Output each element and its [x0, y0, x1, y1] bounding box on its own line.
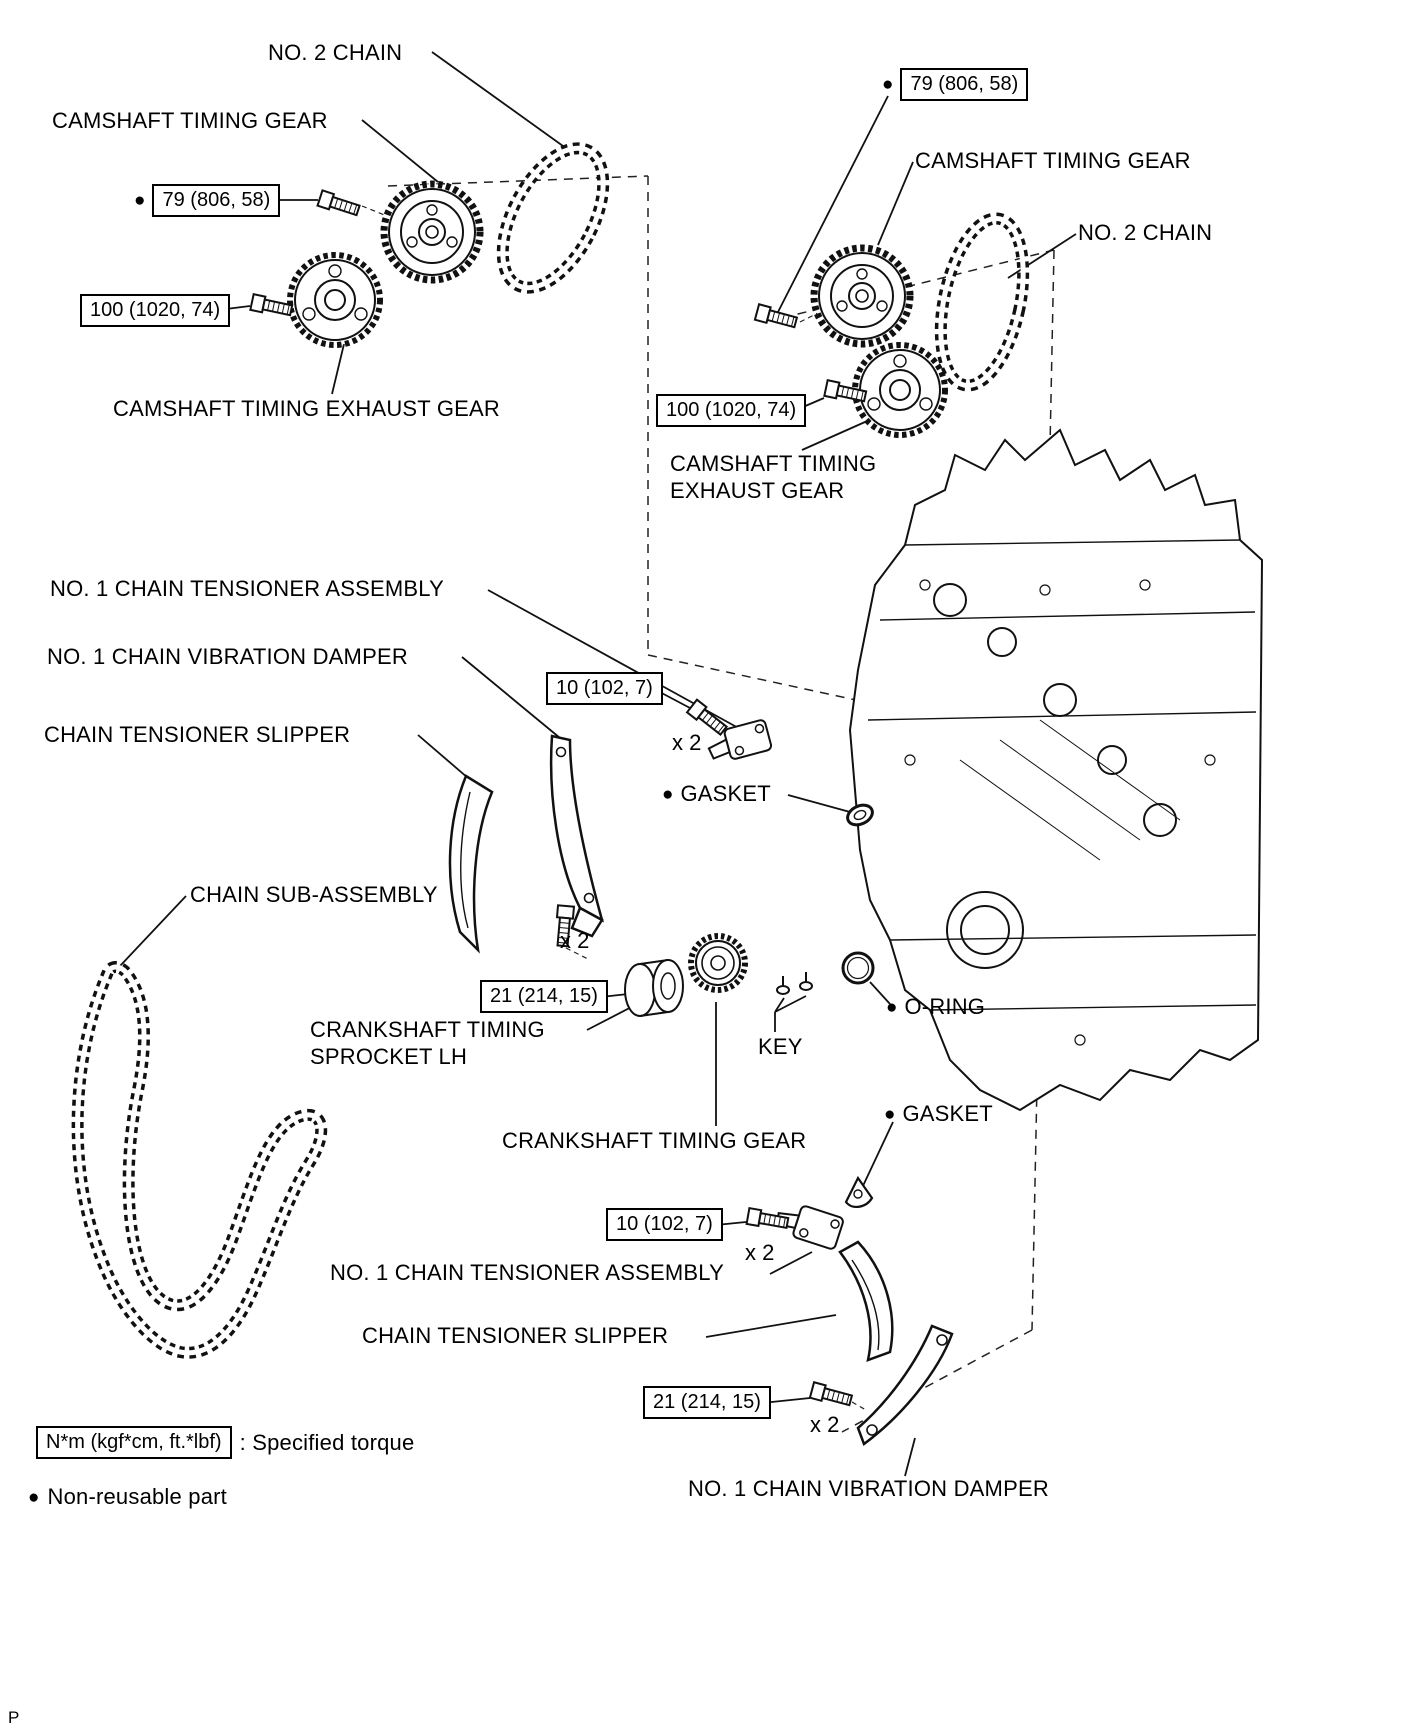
- label-o-ring: [886, 994, 985, 1020]
- label-no1-chain-tensioner-assembly-bottom: NO. 1 CHAIN TENSIONER ASSEMBLY: [330, 1260, 724, 1285]
- non-reusable-icon: ●: [134, 190, 146, 211]
- chain-tensioner-slipper-art-top: [450, 776, 492, 950]
- label-chain-sub-assembly: CHAIN SUB-ASSEMBLY: [190, 882, 438, 907]
- o-ring-text: O-RING: [904, 994, 986, 1019]
- crankshaft-timing-gear-art: [691, 936, 745, 990]
- torque-value-21: 21 (214, 15): [480, 980, 608, 1013]
- label-crankshaft-timing-sprocket-lh: [310, 1016, 545, 1070]
- label-gasket-bottom: [884, 1101, 993, 1127]
- label-camshaft-timing-gear-left: CAMSHAFT TIMING GEAR: [52, 108, 328, 133]
- page-marker: P: [8, 1708, 20, 1727]
- torque-callout-10-bottom: [606, 1208, 723, 1241]
- torque-value-100: 100 (1020, 74): [656, 394, 806, 427]
- quantity-x2: x 2: [745, 1240, 775, 1265]
- camshaft-timing-gear-art-left: [384, 184, 480, 280]
- gasket-art-bottom: [846, 1178, 872, 1207]
- label-line: CAMSHAFT TIMING: [670, 451, 877, 476]
- torque-callout-79-left: [134, 184, 280, 217]
- bolt-79-right: [755, 304, 798, 330]
- label-line: CRANKSHAFT TIMING: [310, 1017, 545, 1042]
- key-art: [777, 972, 812, 994]
- non-reusable-icon: ●: [28, 1486, 40, 1508]
- label-no1-chain-vibration-damper-top: NO. 1 CHAIN VIBRATION DAMPER: [47, 644, 408, 669]
- bolt-21-bottom: [810, 1382, 853, 1408]
- camshaft-timing-exhaust-gear-art-left: [290, 255, 380, 345]
- camshaft-timing-gear-art-right: [814, 248, 910, 344]
- no2-chain-art-right: [927, 211, 1037, 393]
- label-chain-tensioner-slipper-bottom: CHAIN TENSIONER SLIPPER: [362, 1323, 669, 1348]
- label-no2-chain-left: NO. 2 CHAIN: [268, 40, 403, 65]
- torque-value-10: 10 (102, 7): [606, 1208, 723, 1241]
- crankshaft-timing-sprocket-art: [625, 960, 683, 1016]
- torque-value-10: 10 (102, 7): [546, 672, 663, 705]
- torque-callout-100-left: [80, 294, 230, 327]
- label-chain-tensioner-slipper-top: CHAIN TENSIONER SLIPPER: [44, 722, 351, 747]
- quantity-x2: x 2: [560, 928, 590, 953]
- torque-callout-21-bottom: [643, 1386, 771, 1419]
- torque-callout-100-right: [656, 394, 806, 427]
- bolt-100-left: [250, 294, 292, 318]
- label-no2-chain-right: NO. 2 CHAIN: [1078, 220, 1213, 245]
- label-key: KEY: [758, 1034, 803, 1059]
- label-line: EXHAUST GEAR: [670, 478, 845, 503]
- gasket-text: GASKET: [680, 781, 771, 806]
- non-reusable-icon: ●: [662, 783, 674, 805]
- chain-tensioner-slipper-art-bottom: [840, 1242, 892, 1360]
- o-ring-art: [843, 953, 873, 983]
- camshaft-timing-exhaust-gear-art-right: [855, 345, 945, 435]
- torque-callout-21-mid: [480, 980, 608, 1013]
- label-no1-chain-vibration-damper-bottom: NO. 1 CHAIN VIBRATION DAMPER: [688, 1476, 1049, 1501]
- quantity-x2: x 2: [672, 730, 702, 755]
- torque-callout-10-top: [546, 672, 663, 705]
- chain-sub-assembly-art: [78, 967, 322, 1353]
- label-camshaft-timing-exhaust-gear-left: CAMSHAFT TIMING EXHAUST GEAR: [113, 396, 500, 421]
- torque-value-21: 21 (214, 15): [643, 1386, 771, 1419]
- label-no1-chain-tensioner-assembly-top: NO. 1 CHAIN TENSIONER ASSEMBLY: [50, 576, 444, 601]
- non-reusable-icon: ●: [886, 996, 898, 1018]
- legend-non-reusable: [28, 1484, 227, 1510]
- label-line: SPROCKET LH: [310, 1044, 468, 1069]
- torque-value-79: 79 (806, 58): [900, 68, 1028, 101]
- gasket-text: GASKET: [902, 1101, 993, 1126]
- quantity-x2: x 2: [810, 1412, 840, 1437]
- torque-desc-text: : Specified torque: [239, 1429, 415, 1455]
- label-gasket-top: [662, 781, 771, 807]
- legend-specified-torque: [36, 1426, 414, 1459]
- label-crankshaft-timing-gear: CRANKSHAFT TIMING GEAR: [502, 1128, 807, 1153]
- label-camshaft-timing-exhaust-gear-right: [670, 450, 876, 504]
- torque-unit-box: N*m (kgf*cm, ft.*lbf): [36, 1426, 232, 1459]
- torque-value-79: 79 (806, 58): [152, 184, 280, 217]
- no2-chain-art-left: [482, 132, 624, 304]
- non-reusable-text: Non-reusable part: [47, 1484, 227, 1509]
- torque-value-100: 100 (1020, 74): [80, 294, 230, 327]
- bolt-79-left: [318, 190, 361, 218]
- label-camshaft-timing-gear-right: CAMSHAFT TIMING GEAR: [915, 148, 1191, 173]
- bolt-10-bottom: [747, 1208, 789, 1231]
- non-reusable-icon: ●: [884, 1103, 896, 1125]
- torque-callout-79-right: [882, 68, 1028, 101]
- non-reusable-icon: ●: [882, 74, 894, 95]
